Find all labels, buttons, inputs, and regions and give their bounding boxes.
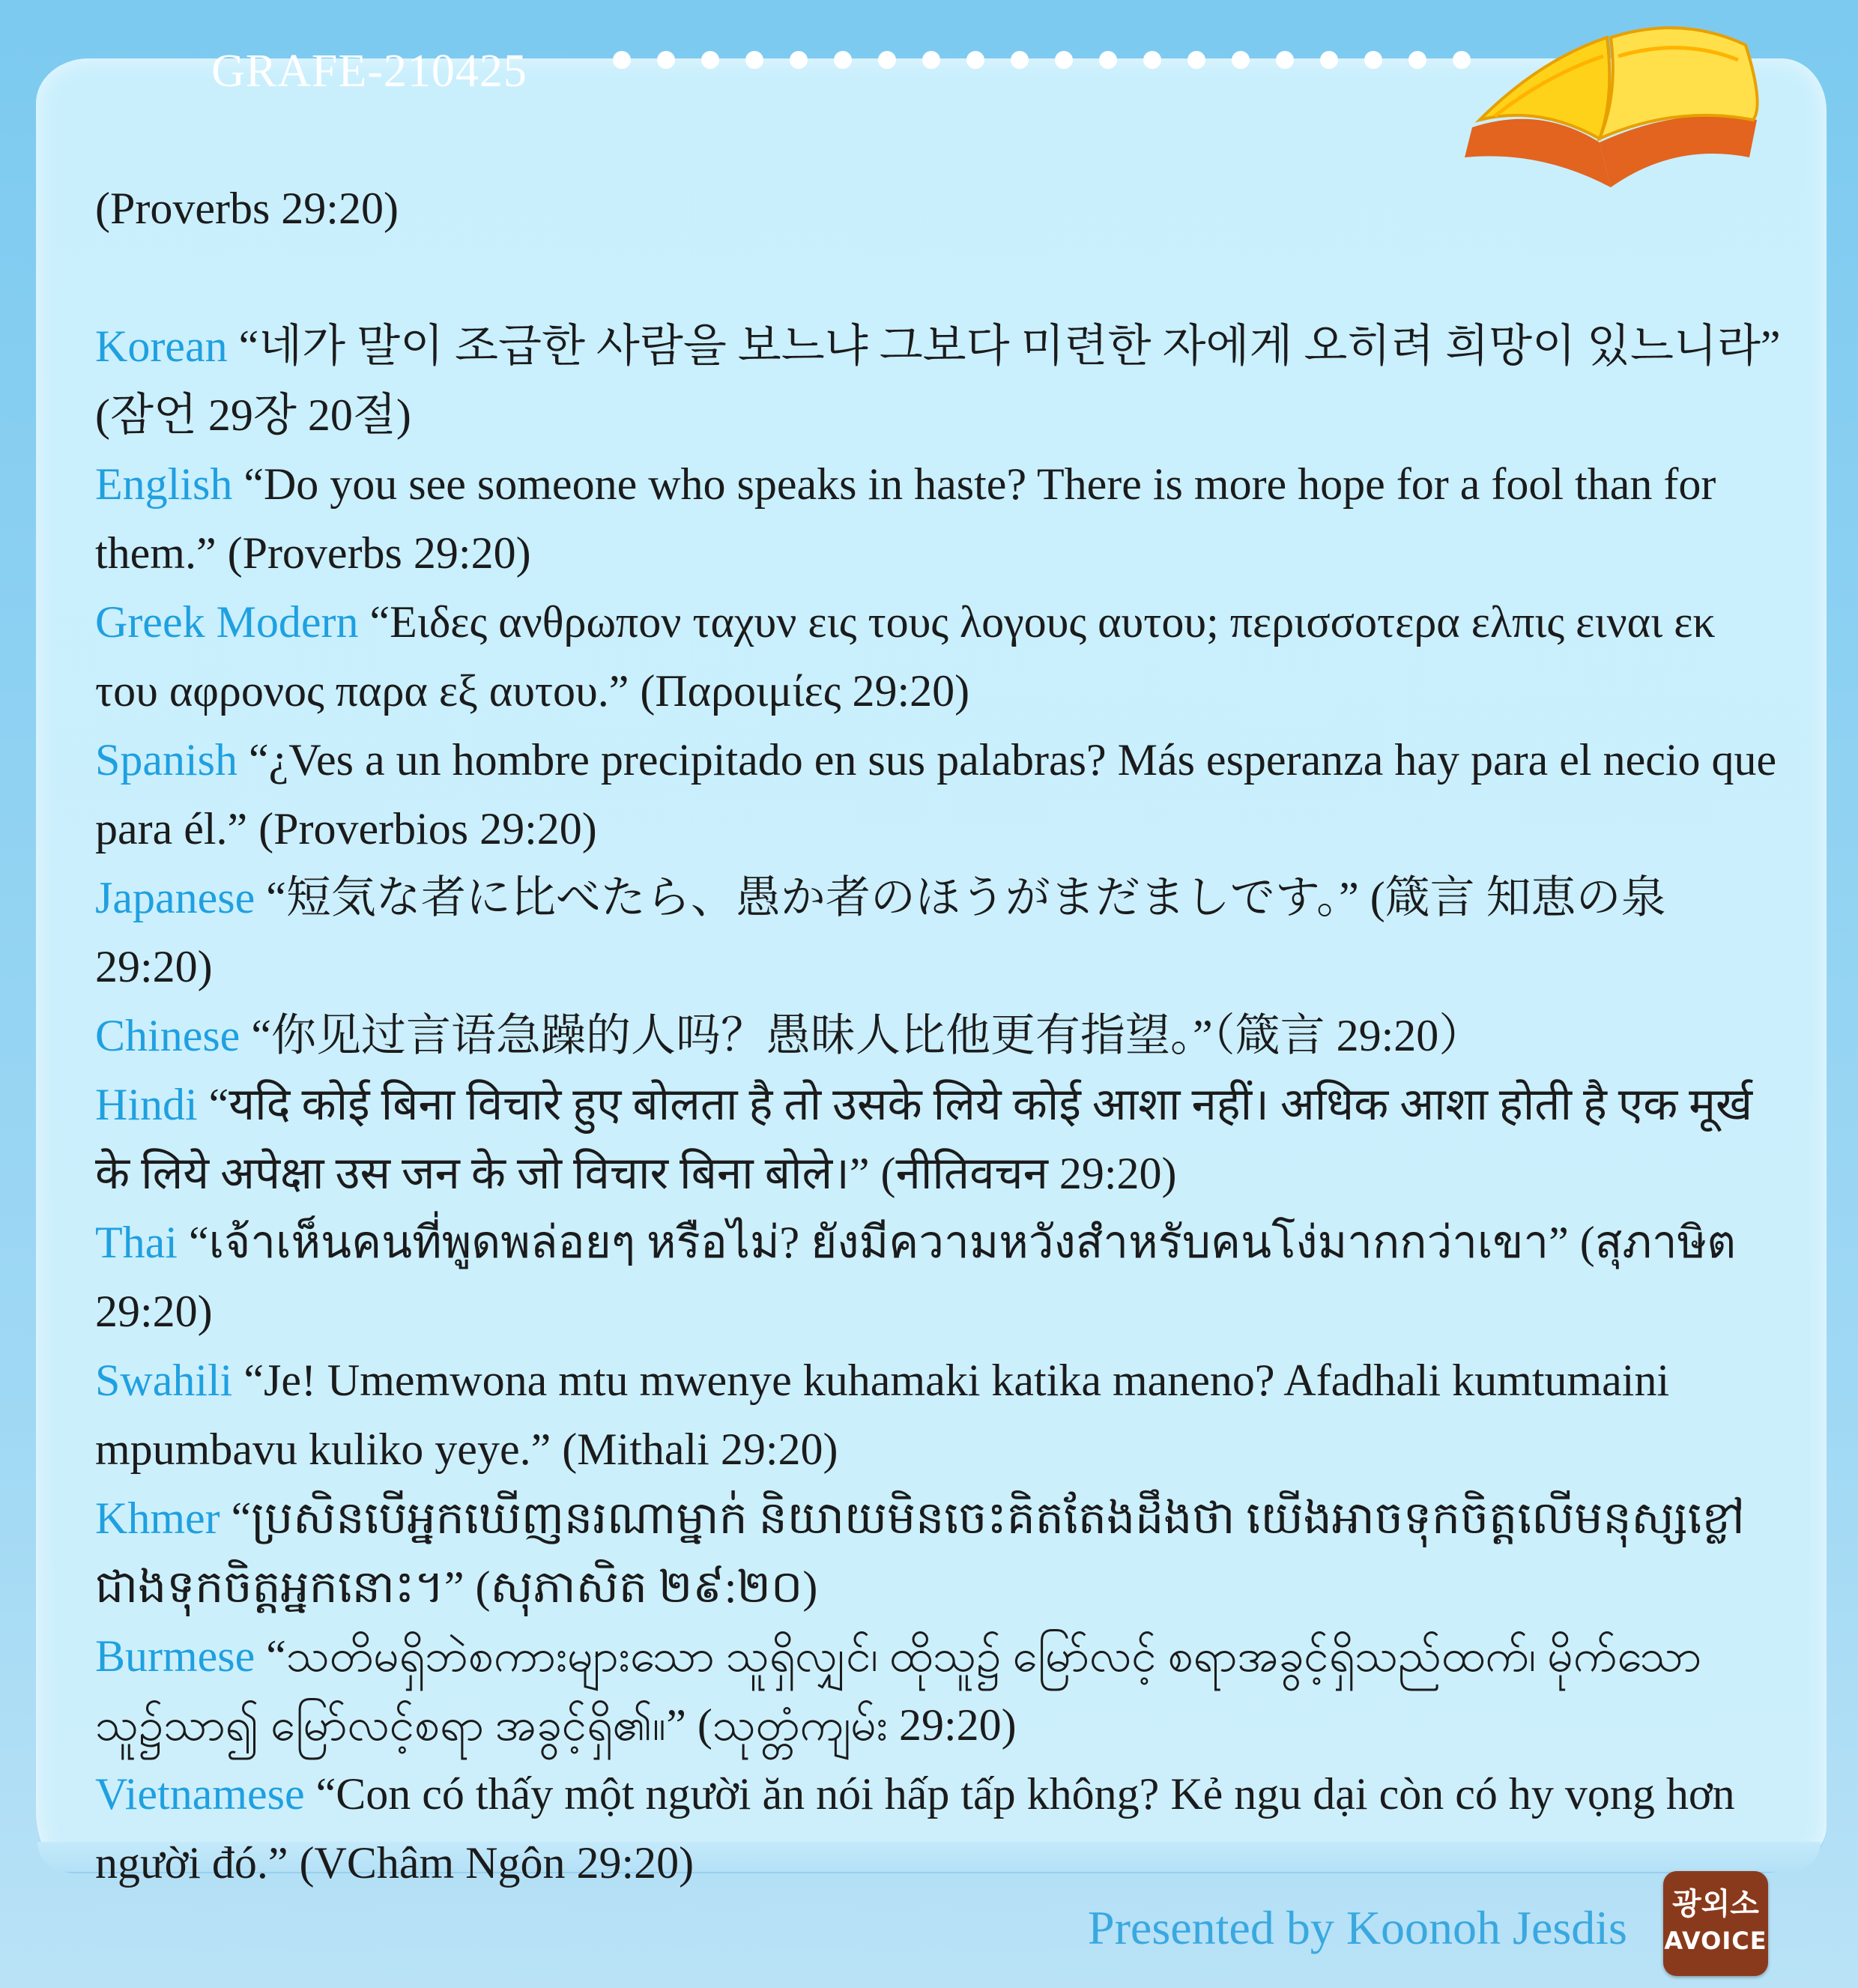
verse-burmese (95, 1622, 1781, 1759)
verse-text: “เจ้าเห็นคนที่พูดพล่อยๆ หรือไม่? ยังมีความหวังสำหรับคนโง่มากกว่าเขา” (สุภาษิต 29:20) (95, 1218, 1737, 1336)
verse-greek (95, 587, 1781, 725)
verse-content (95, 174, 1781, 1897)
verse-thai (95, 1208, 1781, 1346)
verse-swahili (95, 1346, 1781, 1484)
verse-english (95, 450, 1781, 587)
language-label: Chinese (95, 1011, 240, 1060)
language-label: Vietnamese (95, 1769, 305, 1819)
language-label: Spanish (95, 735, 238, 785)
logo-english-text: AVOICE (1664, 1927, 1767, 1955)
verse-chinese (95, 1001, 1781, 1070)
verse-text: “短気な者に比べたら、愚か者のほうがまだましです。” (箴言 知恵の泉 29:20) (95, 873, 1666, 991)
language-label: Thai (95, 1218, 178, 1267)
verse-text: “သတိမရှိဘဲစကားများသော သူရှိလျှင်၊ ထိုသူ၌ မြော်လင့် စရာအခွင့်ရှိသည်ထက်၊ မိုက်သောသူ၌သာ၍ မြော်လင့်စရာ အခွင့်ရှိ၏။” (သုတ္တံကျမ်း 29:20) (95, 1631, 1702, 1750)
language-label: Swahili (95, 1356, 233, 1405)
document-code: GRAFE-210425 (211, 46, 527, 97)
dot-row (613, 51, 1482, 81)
verse-korean (95, 312, 1781, 450)
verse-hindi (95, 1070, 1781, 1208)
verse-text: “Je! Umemwona mtu mwenye kuhamaki katika maneno? Afadhali kumtumaini mpumbavu kuliko yeye.” (Mithali 29:20) (95, 1356, 1670, 1474)
language-label: English (95, 459, 233, 509)
verse-text: “यदि कोई बिना विचारे हुए बोलता है तो उसके लिये कोई आशा नहीं। अधिक आशा होती है एक मूर्ख के लिये अपेक्षा उस जन के जो विचार बिना बोले।” (नीतिवचन 29:20) (95, 1080, 1753, 1198)
verse-text: “ប្រសិនបើអ្នកឃើញនរណាម្នាក់ និយាយមិនចេះគិតតែងដឹងថា យើងអាចទុកចិត្តលើមនុស្សខ្លៅជាងទុកចិត្តអ្នកនោះ។” (សុភាសិត ២៩:២០) (95, 1493, 1745, 1612)
language-label: Hindi (95, 1080, 198, 1129)
verse-text: “Do you see someone who speaks in haste? There is more hope for a fool than for them.” (Proverbs 29:20) (95, 459, 1716, 578)
verse-text: “Ειδες ανθρωπον ταχυν εις τους λογους αυτου; περισσοτερα ελπις ειναι εκ του αφρονος παρα εξ αυτου.” (Παροιμίες 29:20) (95, 597, 1716, 716)
verse-vietnamese (95, 1759, 1781, 1897)
reference-intro: (Proverbs 29:20) (95, 184, 399, 233)
verse-text: “Con có thấy một người ăn nói hấp tấp không? Kẻ ngu dại còn có hy vọng hơn người đó.” (VChâm Ngôn 29:20) (95, 1769, 1735, 1888)
verse-text: “네가 말이 조급한 사람을 보느냐 그보다 미련한 자에게 오히려 희망이 있느니라” (잠언 29장 20절) (95, 321, 1781, 440)
verse-khmer (95, 1484, 1781, 1622)
verse-japanese (95, 863, 1781, 1001)
language-label: Khmer (95, 1493, 220, 1543)
verse-spanish (95, 725, 1781, 863)
logo-korean-text: 광외소 (1672, 1887, 1759, 1921)
language-label: Japanese (95, 873, 255, 922)
verse-text: “¿Ves a un hombre precipitado en sus palabras? Más esperanza hay para el necio que para él.” (Proverbios 29:20) (95, 735, 1777, 853)
language-label: Greek Modern (95, 597, 359, 647)
presenter-credit: Presented by Koonoh Jesdis (1088, 1901, 1627, 1954)
avoice-logo (1663, 1871, 1768, 1976)
verse-text: “你见过言语急躁的人吗？愚昧人比他更有指望。”（箴言 29:20） (240, 1011, 1484, 1060)
language-label: Burmese (95, 1631, 255, 1681)
language-label: Korean (95, 321, 228, 371)
